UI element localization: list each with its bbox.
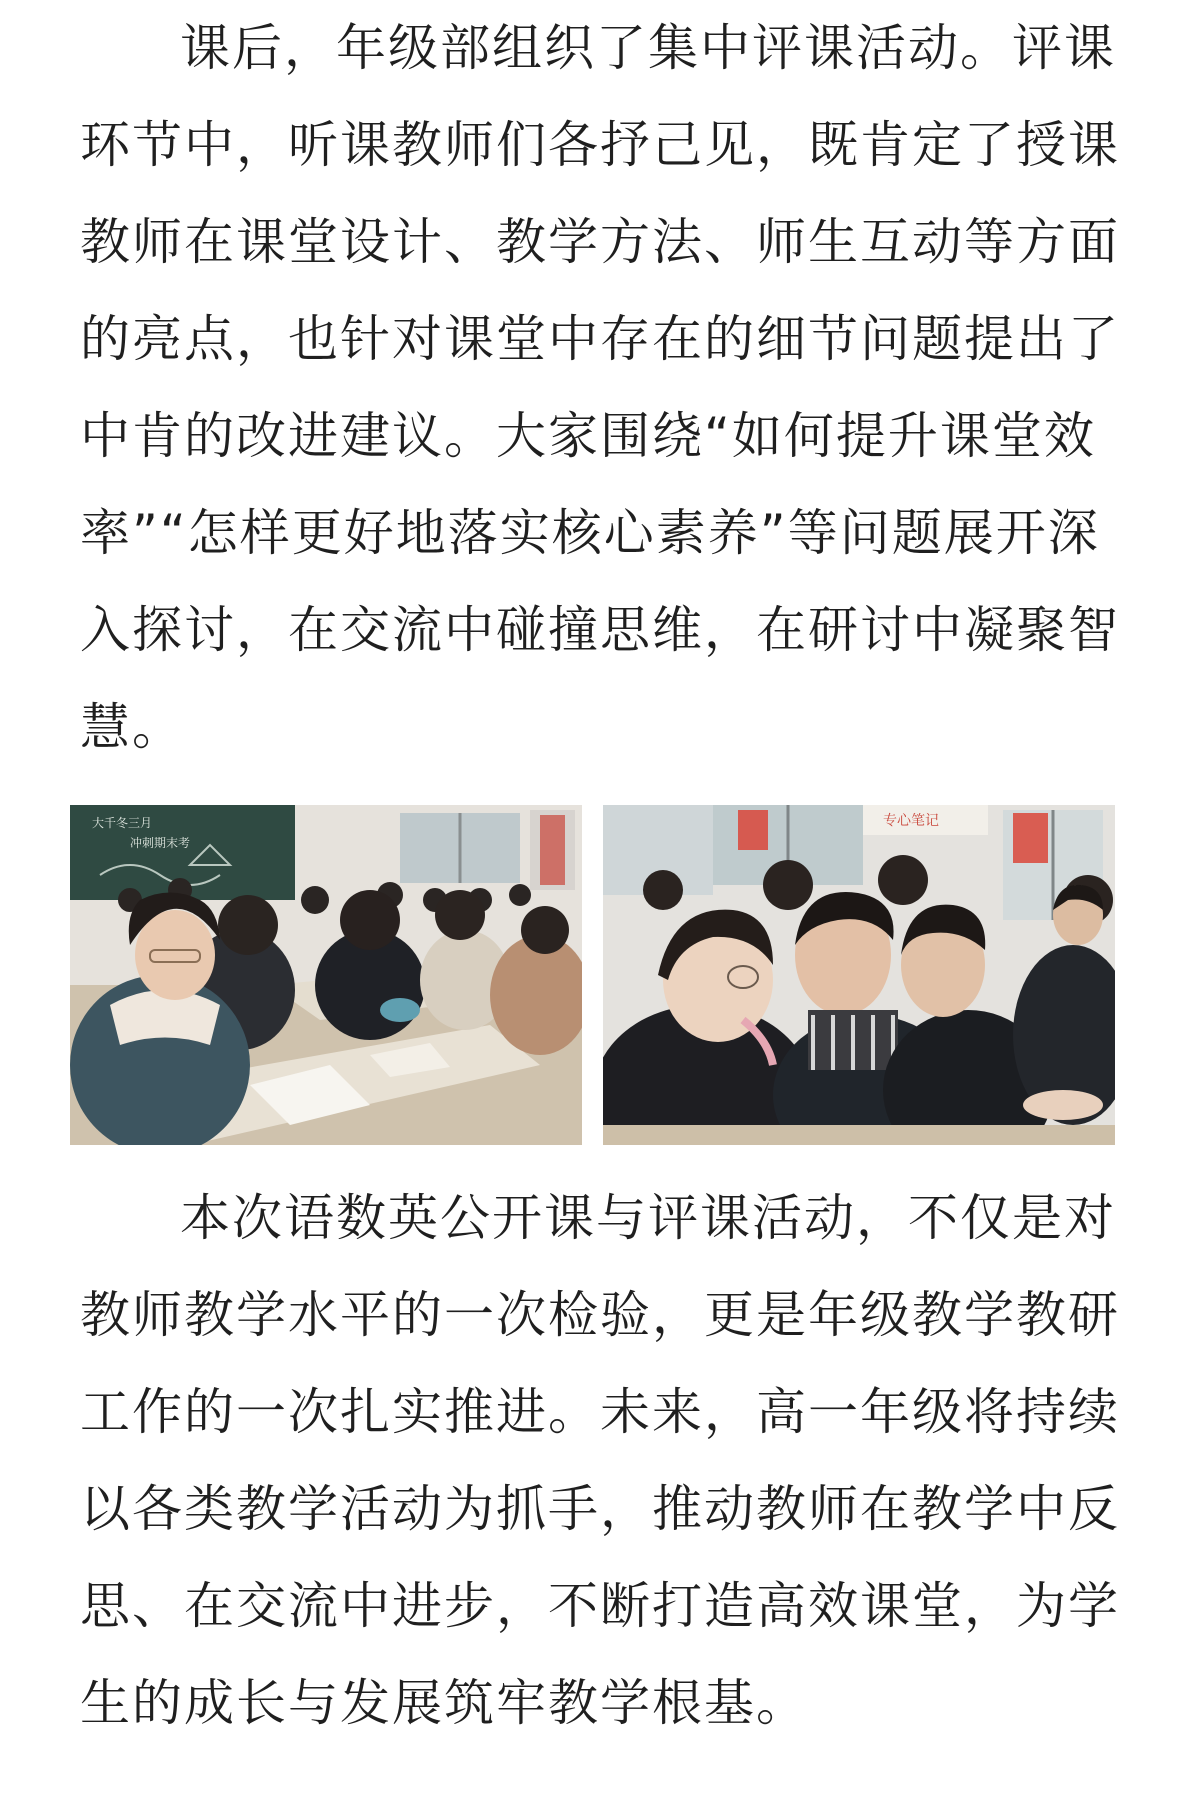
banner-text: 专心笔记 <box>883 813 939 829</box>
text-line: 入探讨，在交流中碰撞思维，在研讨中凝聚智 <box>80 601 1120 659</box>
text-line: 本次语数英公开课与评课活动，不仅是对 <box>180 1189 1116 1247</box>
blackboard-text-2: 冲刺期末考 <box>130 836 191 850</box>
text-line: 工作的一次扎实推进。未来，高一年级将持续 <box>80 1383 1120 1441</box>
paragraph-1 <box>80 0 1120 776</box>
text-line: 环节中，听课教师们各抒己见，既肯定了授课 <box>80 116 1120 174</box>
text-line: 中肯的改进建议。大家围绕“如何提升课堂效 <box>80 407 1096 465</box>
text-line: 的亮点，也针对课堂中存在的细节问题提出了 <box>80 310 1120 368</box>
blackboard-text-1: 大千冬三月 <box>92 816 153 830</box>
text-line: 教师教学水平的一次检验，更是年级教学教研 <box>80 1286 1120 1344</box>
text-line: 慧。 <box>80 698 184 756</box>
text-line: 思、在交流中进步，不断打造高效课堂，为学 <box>80 1577 1120 1635</box>
text-line: 生的成长与发展筑牢教学根基。 <box>80 1674 808 1732</box>
text-line: 课后，年级部组织了集中评课活动。评课 <box>180 19 1116 77</box>
classroom-illustration-1 <box>70 805 582 1145</box>
text-line: 以各类教学活动为抓手，推动教师在教学中反 <box>80 1480 1120 1538</box>
classroom-photo-1[interactable] <box>70 805 582 1145</box>
classroom-illustration-2 <box>603 805 1115 1145</box>
paragraph-2 <box>80 1170 1120 1752</box>
text-line: 教师在课堂设计、教学方法、师生互动等方面 <box>80 213 1120 271</box>
classroom-photo-2[interactable] <box>603 805 1115 1145</box>
text-line: 率”“怎样更好地落实核心素养”等问题展开深 <box>80 504 1100 562</box>
photo-row <box>70 805 1115 1145</box>
